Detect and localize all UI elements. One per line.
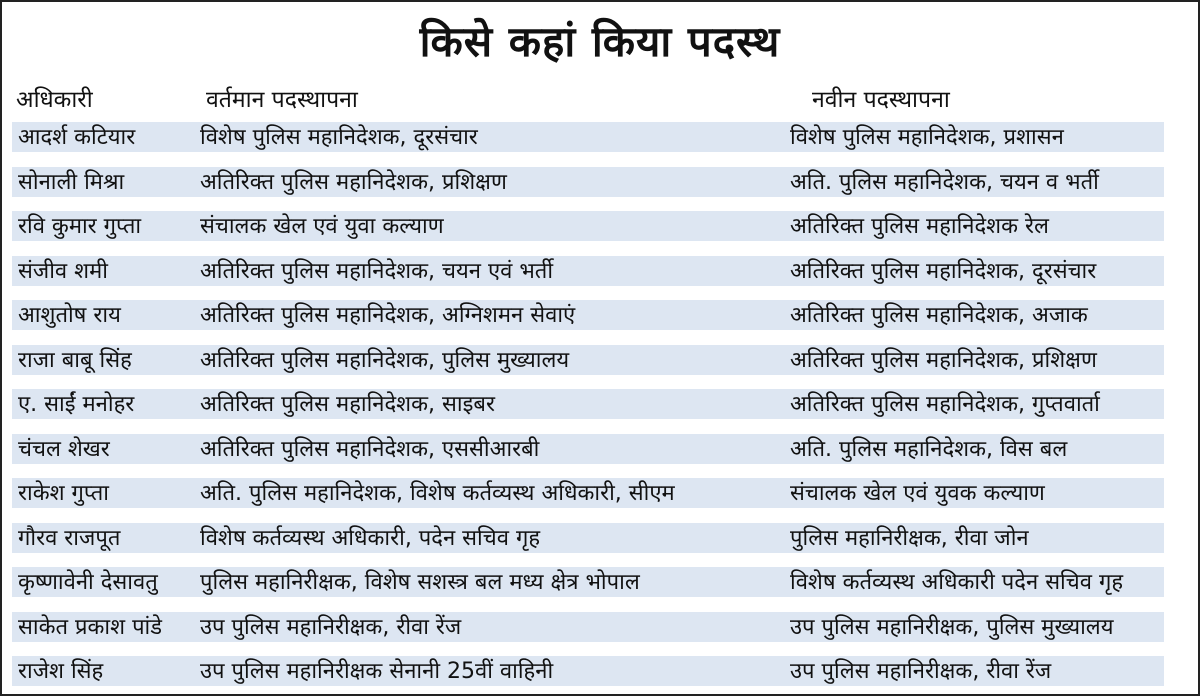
new-posting: अतिरिक्त पुलिस महानिदेशक, प्रशिक्षण [790, 347, 1097, 373]
officer-name: आदर्श कटियार [18, 125, 136, 150]
new-posting: अतिरिक्त पुलिस महानिदेशक रेल [790, 214, 1049, 239]
current-posting: अतिरिक्त पुलिस महानिदेशक, पुलिस मुख्यालय [200, 347, 570, 373]
current-posting: उप पुलिस महानिरीक्षक, रीवा रेंज [200, 614, 462, 640]
current-posting: अतिरिक्त पुलिस महानिदेशक, अग्निशमन सेवाएं [200, 303, 576, 328]
current-posting: संचालक खेल एवं युवा कल्याण [200, 214, 444, 239]
page-title: किसे कहां किया पदस्थ [419, 17, 781, 66]
header-new-posting: नवीन पदस्थापना [812, 87, 950, 113]
posting-table [12, 116, 1188, 695]
new-posting: संचालक खेल एवं युवक कल्याण [790, 481, 1045, 506]
officer-name: ए. साईं मनोहर [18, 392, 135, 417]
current-posting: अतिरिक्त पुलिस महानिदेशक, प्रशिक्षण [200, 169, 507, 195]
table-row [12, 294, 1188, 339]
table-row [12, 383, 1188, 428]
current-posting: अतिरिक्त पुलिस महानिदेशक, एससीआरबी [200, 436, 540, 462]
officer-name: कृष्णावेनी देसावतु [18, 570, 158, 595]
new-posting: उप पुलिस महानिरीक्षक, रीवा रेंज [790, 659, 1052, 684]
table-row [12, 517, 1188, 562]
table-row [12, 472, 1188, 517]
table-row [12, 561, 1188, 606]
new-posting: अति. पुलिस महानिदेशक, चयन व भर्ती [790, 169, 1099, 195]
officer-name: गौरव राजपूत [18, 525, 121, 551]
current-posting: विशेष कर्तव्यस्थ अधिकारी, पदेन सचिव गृह [200, 525, 541, 551]
table-row [12, 250, 1188, 295]
officer-name: आशुतोष राय [18, 303, 121, 328]
new-posting: अति. पुलिस महानिदेशक, विस बल [790, 436, 1068, 462]
officer-name: चंचल शेखर [18, 436, 110, 462]
new-posting: अतिरिक्त पुलिस महानिदेशक, गुप्तवार्ता [790, 392, 1100, 417]
current-posting: उप पुलिस महानिरीक्षक सेनानी 25वीं वाहिनी [200, 659, 554, 684]
new-posting: अतिरिक्त पुलिस महानिदेशक, दूरसंचार [790, 258, 1097, 284]
new-posting: उप पुलिस महानिरीक्षक, पुलिस मुख्यालय [790, 614, 1114, 640]
officer-name: संजीव शमी [18, 258, 108, 284]
header-current-posting: वर्तमान पदस्थापना [206, 87, 358, 113]
table-row [12, 205, 1188, 250]
new-posting: विशेष कर्तव्यस्थ अधिकारी पदेन सचिव गृह [790, 570, 1124, 595]
current-posting: पुलिस महानिरीक्षक, विशेष सशस्त्र बल मध्य क्षेत्र भोपाल [200, 570, 640, 595]
officer-name: रवि कुमार गुप्ता [18, 214, 142, 239]
new-posting: अतिरिक्त पुलिस महानिदेशक, अजाक [790, 303, 1088, 328]
current-posting: अतिरिक्त पुलिस महानिदेशक, साइबर [200, 392, 495, 417]
current-posting: विशेष पुलिस महानिदेशक, दूरसंचार [200, 125, 478, 150]
officer-name: राकेश गुप्ता [18, 481, 109, 506]
table-row [12, 161, 1188, 206]
new-posting: विशेष पुलिस महानिदेशक, प्रशासन [790, 125, 1064, 150]
table-row [12, 339, 1188, 384]
table-row [12, 606, 1188, 651]
table-row [12, 650, 1188, 695]
table-row [12, 116, 1188, 161]
officer-name: साकेत प्रकाश पांडे [18, 614, 163, 640]
header-officer: अधिकारी [16, 87, 93, 113]
current-posting: अतिरिक्त पुलिस महानिदेशक, चयन एवं भर्ती [200, 258, 554, 284]
table-row [12, 428, 1188, 473]
officer-name: सोनाली मिश्रा [18, 169, 125, 195]
officer-name: राजा बाबू सिंह [18, 347, 132, 373]
new-posting: पुलिस महानिरीक्षक, रीवा जोन [790, 525, 1029, 551]
officer-name: राजेश सिंह [18, 659, 104, 684]
current-posting: अति. पुलिस महानिदेशक, विशेष कर्तव्यस्थ अधिकारी, सीएम [200, 481, 675, 506]
